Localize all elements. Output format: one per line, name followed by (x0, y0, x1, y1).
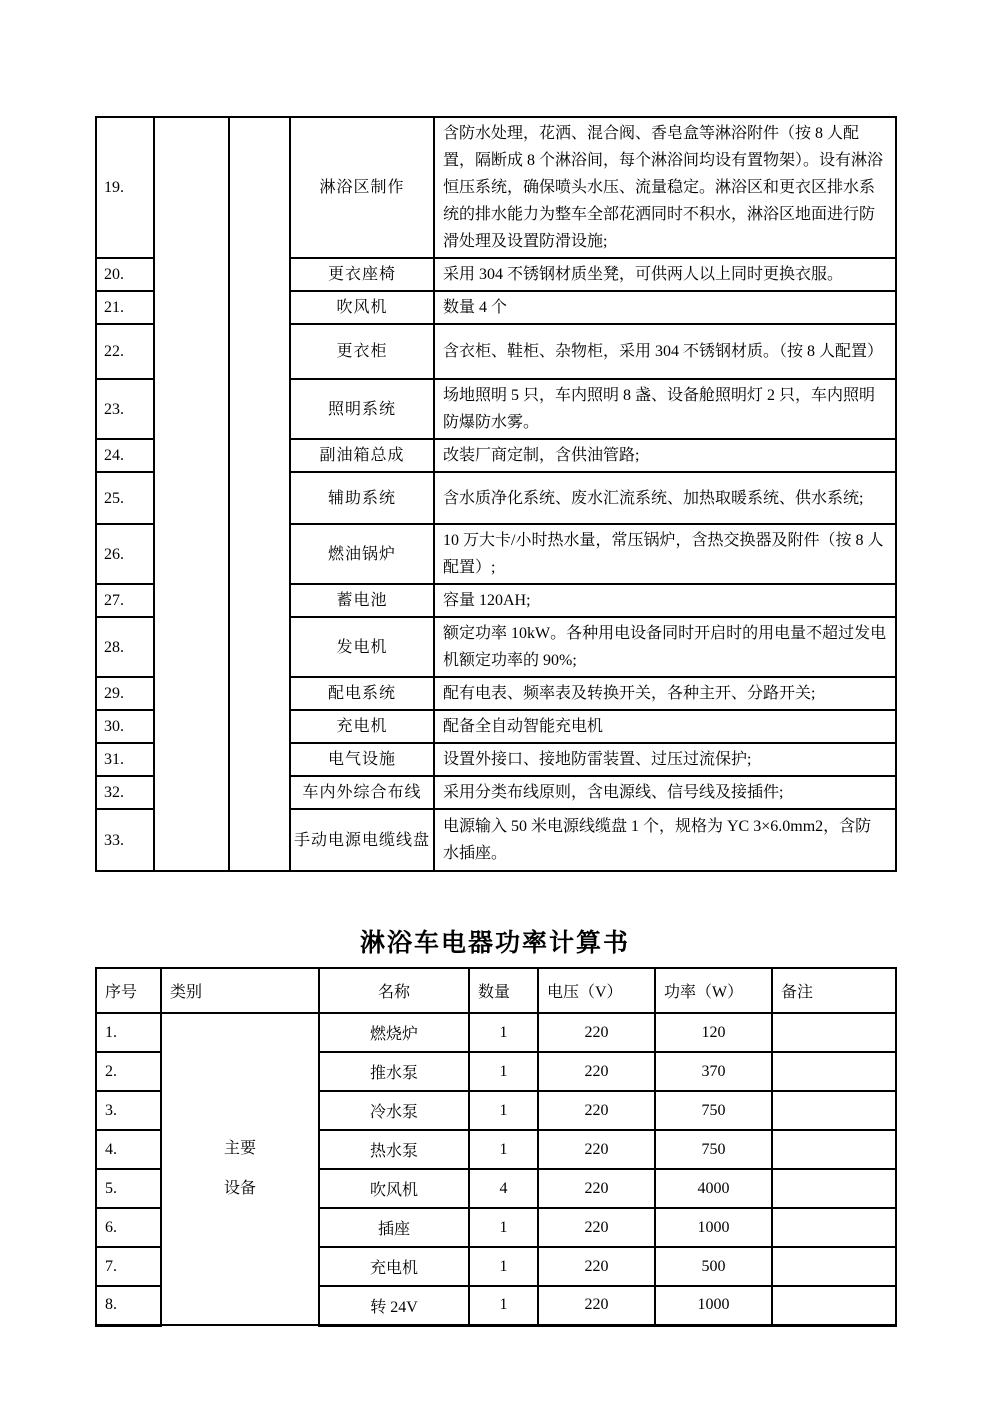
item-name: 辅助系统 (290, 472, 434, 524)
row-number: 19. (96, 117, 154, 258)
device-qty: 4 (469, 1169, 538, 1208)
column-header-qty: 数量 (469, 968, 538, 1013)
category-line-1: 主要 (223, 1140, 256, 1157)
device-voltage: 220 (538, 1169, 655, 1208)
row-number: 24. (96, 439, 154, 472)
device-power: 750 (655, 1130, 772, 1169)
item-name: 充电机 (290, 710, 434, 743)
power-table (95, 967, 897, 1327)
item-name: 燃油锅炉 (290, 524, 434, 584)
row-number: 6. (96, 1208, 161, 1247)
item-description: 场地照明 5 只，车内照明 8 盏、设备舱照明灯 2 只，车内照明防爆防水雾。 (434, 379, 896, 439)
note-cell (772, 1052, 896, 1091)
device-voltage: 220 (538, 1052, 655, 1091)
item-name: 发电机 (290, 617, 434, 677)
row-number: 1. (96, 1013, 161, 1052)
row-number: 7. (96, 1247, 161, 1286)
item-name: 淋浴区制作 (290, 117, 434, 258)
device-name: 转 24V (319, 1286, 469, 1325)
row-number: 20. (96, 258, 154, 291)
row-number: 23. (96, 379, 154, 439)
device-qty: 1 (469, 1247, 538, 1286)
device-name: 吹风机 (319, 1169, 469, 1208)
device-qty: 1 (469, 1091, 538, 1130)
note-cell (772, 1208, 896, 1247)
row-number: 2. (96, 1052, 161, 1091)
note-cell (772, 1169, 896, 1208)
item-name: 更衣座椅 (290, 258, 434, 291)
item-description: 电源输入 50 米电源线缆盘 1 个，规格为 YC 3×6.0mm2，含防水插座。 (434, 809, 896, 871)
table-row (96, 1013, 896, 1052)
row-number: 5. (96, 1169, 161, 1208)
device-power: 1000 (655, 1286, 772, 1325)
item-description: 含衣柜、鞋柜、杂物柜，采用 304 不锈钢材质。（按 8 人配置） (434, 324, 896, 379)
device-name: 热水泵 (319, 1130, 469, 1169)
row-number: 4. (96, 1130, 161, 1169)
row-number: 31. (96, 743, 154, 776)
device-qty: 1 (469, 1130, 538, 1169)
device-name: 充电机 (319, 1247, 469, 1286)
item-name: 更衣柜 (290, 324, 434, 379)
item-description: 配备全自动智能充电机 (434, 710, 896, 743)
category-line-2: 设备 (223, 1180, 256, 1197)
item-description: 设置外接口、接地防雷装置、过压过流保护; (434, 743, 896, 776)
device-voltage: 220 (538, 1208, 655, 1247)
row-number: 26. (96, 524, 154, 584)
empty-merged-cell-1 (154, 117, 229, 871)
device-voltage: 220 (538, 1091, 655, 1130)
row-number: 28. (96, 617, 154, 677)
device-qty: 1 (469, 1286, 538, 1325)
item-description: 含水质净化系统、废水汇流系统、加热取暖系统、供水系统; (434, 472, 896, 524)
item-description: 采用 304 不锈钢材质坐凳，可供两人以上同时更换衣服。 (434, 258, 896, 291)
row-number: 21. (96, 291, 154, 324)
device-voltage: 220 (538, 1013, 655, 1052)
device-power: 1000 (655, 1208, 772, 1247)
device-name: 推水泵 (319, 1052, 469, 1091)
item-name: 手动电源电缆线盘 (290, 809, 434, 871)
column-header-no: 序号 (96, 968, 161, 1013)
device-name: 插座 (319, 1208, 469, 1247)
item-name: 蓄电池 (290, 584, 434, 617)
column-header-note: 备注 (772, 968, 896, 1013)
device-voltage: 220 (538, 1130, 655, 1169)
item-description: 配有电表、频率表及转换开关，各种主开、分路开关; (434, 677, 896, 710)
device-qty: 1 (469, 1013, 538, 1052)
table-row (96, 117, 896, 258)
item-description: 10 万大卡/小时热水量，常压锅炉，含热交换器及附件（按 8 人配置）; (434, 524, 896, 584)
category-cell (161, 1013, 319, 1325)
category-gap (162, 1160, 318, 1178)
header-row (96, 968, 896, 1013)
column-header-name: 名称 (319, 968, 469, 1013)
device-power: 750 (655, 1091, 772, 1130)
column-header-power: 功率（W） (655, 968, 772, 1013)
row-number: 30. (96, 710, 154, 743)
row-number: 22. (96, 324, 154, 379)
empty-merged-cell-2 (229, 117, 290, 871)
item-description: 数量 4 个 (434, 291, 896, 324)
note-cell (772, 1130, 896, 1169)
note-cell (772, 1286, 896, 1325)
device-voltage: 220 (538, 1247, 655, 1286)
column-header-category: 类别 (161, 968, 319, 1013)
device-name: 冷水泵 (319, 1091, 469, 1130)
device-power: 370 (655, 1052, 772, 1091)
item-name: 配电系统 (290, 677, 434, 710)
page-title: 淋浴车电器功率计算书 (359, 930, 630, 957)
item-description: 含防水处理，花洒、混合阀、香皂盒等淋浴附件（按 8 人配置，隔断成 8 个淋浴间，每个淋浴间均设有置物架）。设有淋浴恒压系统，确保喷头水压、流量稳定。淋浴区和更衣区排水系统的排水能力为整车全部花洒同时不积水，淋浴区地面进行防滑处理及设置防滑设施; (434, 117, 896, 258)
item-name: 车内外综合布线 (290, 776, 434, 809)
device-voltage: 220 (538, 1286, 655, 1325)
device-name: 燃烧炉 (319, 1013, 469, 1052)
item-name: 吹风机 (290, 291, 434, 324)
note-cell (772, 1013, 896, 1052)
row-number: 32. (96, 776, 154, 809)
item-description: 额定功率 10kW。各种用电设备同时开启时的用电量不超过发电机额定功率的 90%; (434, 617, 896, 677)
row-number: 27. (96, 584, 154, 617)
row-number: 29. (96, 677, 154, 710)
column-header-voltage: 电压（V） (538, 968, 655, 1013)
row-number: 33. (96, 809, 154, 871)
device-power: 500 (655, 1247, 772, 1286)
page-content (95, 116, 895, 1327)
row-number: 8. (96, 1286, 161, 1325)
item-name: 副油箱总成 (290, 439, 434, 472)
item-description: 改装厂商定制，含供油管路; (434, 439, 896, 472)
item-description: 容量 120AH; (434, 584, 896, 617)
spec-table (95, 116, 897, 872)
device-qty: 1 (469, 1208, 538, 1247)
note-cell (772, 1247, 896, 1286)
device-qty: 1 (469, 1052, 538, 1091)
row-number: 25. (96, 472, 154, 524)
device-power: 120 (655, 1013, 772, 1052)
item-name: 照明系统 (290, 379, 434, 439)
row-number: 3. (96, 1091, 161, 1130)
device-power: 4000 (655, 1169, 772, 1208)
note-cell (772, 1091, 896, 1130)
item-name: 电气设施 (290, 743, 434, 776)
item-description: 采用分类布线原则，含电源线、信号线及接插件; (434, 776, 896, 809)
